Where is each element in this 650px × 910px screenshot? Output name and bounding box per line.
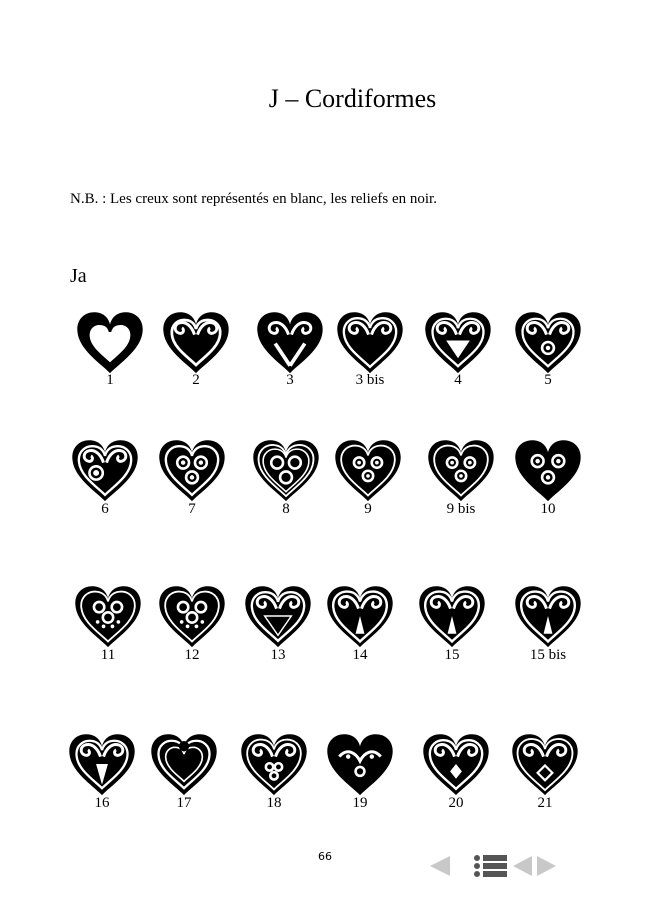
heart-motif-5	[511, 305, 585, 379]
motif-label: 20	[448, 795, 464, 811]
heart-motif-7	[155, 433, 229, 507]
section-heading: Ja	[70, 265, 87, 287]
motif-label: 21	[537, 795, 553, 811]
motif-label: 5	[544, 372, 552, 388]
note-text: N.B. : Les creux sont représentés en blanc, les reliefs en noir.	[70, 191, 437, 207]
previous-page-button[interactable]	[428, 854, 452, 878]
heart-motif-14	[323, 579, 397, 653]
motif-label: 10	[540, 501, 556, 517]
heart-motif-1	[73, 305, 147, 379]
motif-label: 16	[94, 795, 110, 811]
heart-motif-2	[159, 305, 233, 379]
heart-motif-3	[253, 305, 327, 379]
back-icon	[512, 855, 534, 877]
heart-motif-16	[65, 727, 139, 801]
motif-label: 6	[101, 501, 109, 517]
heart-motif-10	[511, 433, 585, 507]
forward-icon	[535, 855, 557, 877]
heart-motif-18	[237, 727, 311, 801]
heart-motif-13	[241, 579, 315, 653]
motif-label: 12	[184, 647, 200, 663]
motif-label: 1	[106, 372, 114, 388]
motif-label: 15	[444, 647, 460, 663]
motif-label: 9 bis	[446, 501, 476, 517]
heart-motif-9-bis	[424, 433, 498, 507]
heart-motif-15	[415, 579, 489, 653]
table-of-contents-icon	[473, 854, 509, 878]
motif-label: 11	[100, 647, 116, 663]
motif-label: 13	[270, 647, 286, 663]
motif-label: 9	[364, 501, 372, 517]
heart-motif-8	[249, 433, 323, 507]
heart-motif-17	[147, 727, 221, 801]
motif-label: 17	[176, 795, 192, 811]
motif-label: 15 bis	[529, 647, 567, 663]
motif-label: 19	[352, 795, 368, 811]
back-button[interactable]	[512, 854, 534, 878]
page-title: J – Cordiformes	[268, 84, 437, 113]
forward-button[interactable]	[535, 854, 557, 878]
heart-motif-20	[419, 727, 493, 801]
heart-motif-9	[331, 433, 405, 507]
heart-motif-4	[421, 305, 495, 379]
page-number: 66	[318, 850, 332, 863]
motif-label: 3 bis	[355, 372, 385, 388]
motif-label: 18	[266, 795, 282, 811]
table-of-contents-button[interactable]	[473, 854, 509, 878]
heart-motif-6	[68, 433, 142, 507]
heart-motif-19	[323, 727, 397, 801]
motif-label: 4	[454, 372, 462, 388]
heart-motif-11	[71, 579, 145, 653]
heart-motif-21	[508, 727, 582, 801]
heart-motif-12	[155, 579, 229, 653]
motif-label: 3	[286, 372, 294, 388]
heart-motif-15-bis	[511, 579, 585, 653]
motif-label: 14	[352, 647, 368, 663]
heart-motif-3-bis	[333, 305, 407, 379]
motif-label: 2	[192, 372, 200, 388]
motif-label: 7	[188, 501, 196, 517]
previous-page-icon	[428, 855, 452, 877]
motif-label: 8	[282, 501, 290, 517]
